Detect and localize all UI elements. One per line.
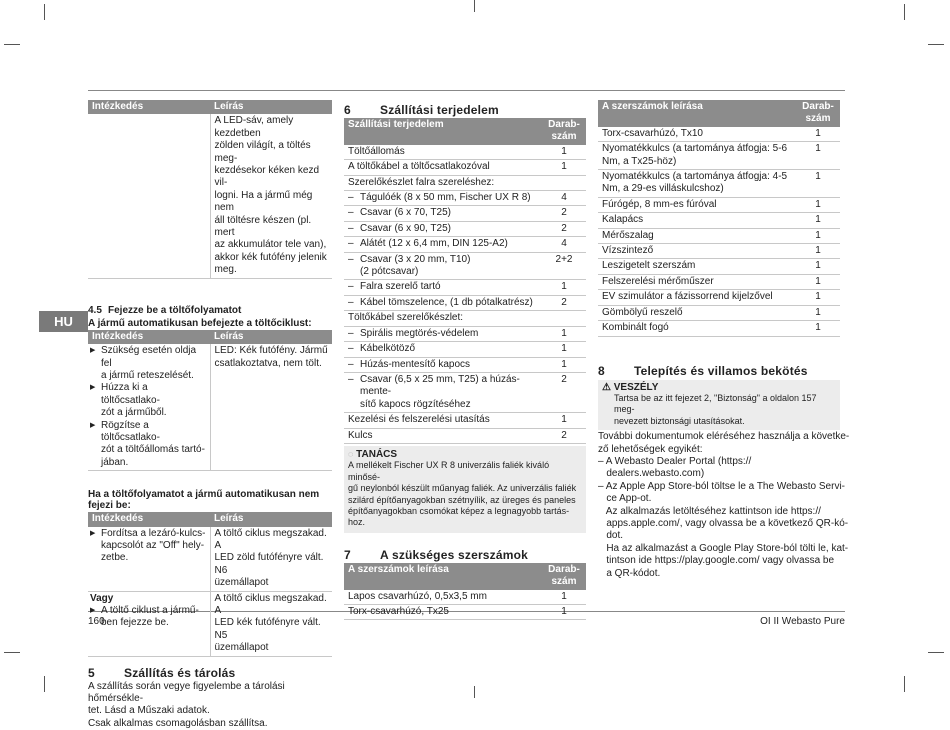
count-cell: 2 <box>542 221 586 236</box>
table-row <box>344 280 586 295</box>
dash-bullet: – <box>348 358 354 370</box>
bullet-line: ▶ Rögzítse a töltőcsatlako- <box>101 419 160 443</box>
column-1 <box>88 100 332 730</box>
subheading <box>88 489 332 511</box>
table-row <box>598 259 840 274</box>
item-line: EV szimulátor a fázissorrend kijelzővel <box>602 291 773 303</box>
col-header: Szállítási terjedelem <box>344 118 542 145</box>
warning-title-text: VESZÉLY <box>613 381 659 393</box>
section-title: Szállítás és tárolás <box>124 665 236 680</box>
col-header: A szerszámok leírása <box>598 100 796 127</box>
warning-box <box>598 380 840 431</box>
dash-bullet: – <box>348 253 354 265</box>
item-line: Nm, a 29-es villáskulcshoz) <box>602 183 724 195</box>
tip-box <box>344 446 586 533</box>
crop-mark <box>474 686 475 698</box>
count-cell: 4 <box>542 191 586 206</box>
item-line: – Kábel tömszelence, (1 db pótalkatrész) <box>348 296 533 308</box>
table-cell <box>88 591 210 656</box>
col-header: Leírás <box>210 100 332 114</box>
count-cell: 1 <box>796 213 840 228</box>
col-header: Leírás <box>210 330 332 344</box>
item-cell <box>598 170 796 198</box>
item-line: – Tágulóék (8 x 50 mm, Fischer UX R 8) <box>348 192 531 204</box>
item-line: Torx-csavarhúzó, Tx10 <box>602 127 703 139</box>
paragraph-line: tintson ide https://play.google.com/ vagy olvassa be <box>598 555 835 567</box>
paragraph-line: Csak alkalmas csomagolásban szállítsa. <box>88 717 268 729</box>
paragraph-line: ző lehetőségek egyikét: <box>598 443 703 455</box>
section-title: Szállítási terjedelem <box>380 103 499 117</box>
count-cell: 1 <box>542 605 586 620</box>
warning-line: Tartsa be az itt fejezet 2, "Biztonság" a oldalon 157 meg- <box>614 392 817 415</box>
cell-line: meg. <box>214 264 237 276</box>
item-cell <box>344 357 542 372</box>
count-cell: 1 <box>796 228 840 243</box>
paragraph-line: – A Webasto Dealer Portal (https:// <box>598 455 752 467</box>
table-row <box>344 191 586 206</box>
item-cell <box>344 326 542 341</box>
count-cell: 2 <box>542 428 586 443</box>
item-cell <box>344 221 542 236</box>
bullet-item <box>90 605 206 630</box>
count-cell: 1 <box>796 197 840 212</box>
item-line: sítő kapocs rögzítéséhez <box>360 398 471 410</box>
item-cell <box>598 244 796 259</box>
table-cell <box>210 344 332 471</box>
column-2 <box>344 100 586 620</box>
crop-mark <box>928 44 944 45</box>
cell-line: áll töltésre készen (pl. mert <box>214 214 312 239</box>
item-cell <box>598 305 796 320</box>
bullet-item <box>90 382 206 419</box>
table-cell <box>210 527 332 592</box>
item-cell <box>598 213 796 228</box>
item-line: – Spirális megtörés-védelem <box>348 327 479 339</box>
item-cell <box>344 413 542 428</box>
table-cell <box>88 344 210 471</box>
cell-line: zölden világít, a töltés meg- <box>214 140 311 164</box>
count-cell: 2+2 <box>542 252 586 280</box>
count-cell: 4 <box>542 237 586 252</box>
item-cell <box>344 160 542 175</box>
item-line: Torx-csavarhúzó, Tx25 <box>348 606 449 617</box>
cell-line: csatlakoztatva, nem tölt. <box>214 357 322 369</box>
section-title: Fejezze be a töltőfolyamatot <box>108 304 242 316</box>
cell-line: az akkumulátor tele van), <box>214 239 327 251</box>
item-line: – Csavar (6 x 90, T25) <box>348 222 451 234</box>
item-line: – Kábelkötöző <box>348 343 416 355</box>
count-cell: 1 <box>542 280 586 295</box>
item-line: Fúrógép, 8 mm-es fúróval <box>602 198 717 210</box>
item-cell <box>344 206 542 221</box>
bullet-line: ▶ Szükség esetén oldja fel <box>101 345 197 369</box>
section-title: Telepítés és villamos bekötés <box>634 363 808 378</box>
dash-bullet: – <box>348 296 354 308</box>
cell-line: LED: Kék futófény. Jármű <box>214 345 328 357</box>
count-cell: 1 <box>542 413 586 428</box>
item-line: Szerelőkészlet falra szereléshez: <box>348 176 495 188</box>
table-row <box>344 252 586 280</box>
item-line: – Falra szerelő tartó <box>348 281 441 293</box>
paragraph-line: apps.apple.com/, vagy olvassa be a következő QR-kó- <box>598 517 849 529</box>
dash-bullet: – <box>348 343 354 355</box>
table-row <box>598 290 840 305</box>
item-line: Lapos csavarhúzó, 0,5x3,5 mm <box>348 590 487 602</box>
bullet-line: zetbe. <box>101 552 129 564</box>
item-cell <box>344 145 542 160</box>
item-cell <box>598 197 796 212</box>
count-cell <box>542 311 586 326</box>
count-cell: 1 <box>796 321 840 336</box>
item-line: Nm, a Tx25-höz) <box>602 155 677 167</box>
section-number: 4.5 <box>88 304 102 316</box>
table-row <box>344 160 586 175</box>
count-cell: 1 <box>542 160 586 175</box>
table-row <box>598 197 840 212</box>
cell-line: A töltő ciklus megszakad. A <box>214 527 327 551</box>
cell-line: A LED-sáv, amely kezdetben <box>214 115 294 139</box>
tip-line: hoz. <box>348 517 366 528</box>
cell-line: üzemállapot <box>214 642 269 654</box>
item-cell <box>344 605 542 620</box>
item-line: – Csavar (3 x 20 mm, T10) <box>348 253 471 265</box>
paragraph-line: A szállítás során vegye figyelembe a tárolási hőmérsékle- <box>88 680 285 705</box>
table-row <box>344 428 586 443</box>
col-header: A szerszámok leírása <box>344 563 542 590</box>
bullet-line: kapcsolót az "Off" hely- <box>101 539 205 551</box>
item-cell <box>344 237 542 252</box>
paragraph <box>598 431 850 580</box>
count-cell: 1 <box>796 290 840 305</box>
bullet-item <box>90 345 206 382</box>
count-cell: 1 <box>796 127 840 142</box>
table-cell <box>210 591 332 656</box>
bullet-line: ▶ Fordítsa a lezáró-kulcs- <box>101 527 206 539</box>
bullet-line: zót a járműből. <box>101 407 167 419</box>
item-line: Kezelési és felszerelési utasítás <box>348 414 490 426</box>
item-cell <box>344 311 542 326</box>
section-number: 7 <box>344 547 351 562</box>
table-row <box>598 305 840 320</box>
item-line: Töltőállomás <box>348 145 405 157</box>
bullet-line: ben fejezze be. <box>101 617 169 629</box>
bullet-line: ▶ Húzza ki a töltőcsatlako- <box>101 382 160 406</box>
item-line: – Csavar (6 x 70, T25) <box>348 207 451 219</box>
item-cell <box>598 290 796 305</box>
column-3 <box>598 100 850 580</box>
crop-mark <box>44 4 45 20</box>
table-row <box>598 274 840 289</box>
section-heading <box>598 364 840 378</box>
language-tab: HU <box>39 311 88 332</box>
item-line: A töltőkábel a töltőcsatlakozóval <box>348 161 490 173</box>
dash-bullet: – <box>348 281 354 293</box>
table-cell <box>88 527 210 592</box>
cell-line: LED kék futófényre vált. N5 <box>214 617 321 641</box>
table-row <box>344 342 586 357</box>
item-cell <box>598 321 796 336</box>
item-cell <box>344 295 542 310</box>
dash-bullet: – <box>348 207 354 219</box>
count-cell: 1 <box>542 590 586 605</box>
tip-icon: ◌ <box>348 448 354 459</box>
dash-bullet: – <box>348 327 354 339</box>
item-line: – Csavar (6,5 x 25 mm, T25) a húzás-mente- <box>348 373 520 398</box>
bullet-line: a jármű reteszelését. <box>101 369 194 381</box>
col-header: Darab- szám <box>542 118 586 145</box>
bullet-line: jában. <box>101 456 129 468</box>
table-row <box>598 170 840 198</box>
table-row <box>344 175 586 190</box>
count-cell: 1 <box>796 305 840 320</box>
count-cell: 1 <box>796 142 840 170</box>
count-cell: 1 <box>542 326 586 341</box>
col-header: Darab- szám <box>796 100 840 127</box>
crop-mark <box>928 652 944 653</box>
dash-bullet: – <box>348 192 354 204</box>
item-cell <box>344 191 542 206</box>
item-cell <box>344 590 542 605</box>
scope-table <box>344 118 586 444</box>
paragraph-line: ce App-ot. <box>598 493 652 505</box>
section-number: 8 <box>598 363 605 378</box>
tip-line: A mellékelt Fischer UX R 8 univerzális faliék kiváló minősé- <box>348 460 550 482</box>
col-header: Intézkedés <box>88 512 210 526</box>
table-row <box>598 127 840 142</box>
col-header: Darab- szám <box>542 563 586 590</box>
section-number: 6 <box>344 103 351 117</box>
item-cell <box>598 142 796 170</box>
item-cell <box>598 228 796 243</box>
table-row <box>344 372 586 412</box>
table-row <box>344 221 586 236</box>
action-table-2 <box>88 330 332 471</box>
item-line: Nyomatékkulcs (a tartománya átfogja: 5-6 <box>602 143 788 155</box>
cell-line: üzemállapot <box>214 577 269 589</box>
table-row <box>344 605 586 620</box>
table-row <box>344 237 586 252</box>
bullet-line: zót a töltőállomás tartó- <box>101 444 205 456</box>
count-cell <box>542 175 586 190</box>
subheading-line: Ha a töltőfolyamatot a jármű automatikusan nem <box>88 489 320 501</box>
page-number: 160 <box>88 616 105 627</box>
paragraph-line: tet. Lásd a Műszaki adatok. <box>88 705 210 717</box>
dash-bullet: – <box>348 238 354 250</box>
item-line: Felszerelési mérőműszer <box>602 275 714 287</box>
or-label: Vagy <box>90 592 114 604</box>
warning-icon: ⚠ <box>602 381 611 393</box>
item-cell <box>598 127 796 142</box>
item-cell <box>598 259 796 274</box>
item-cell <box>344 252 542 280</box>
tip-line: gű neylonból készült műanyag faliék. Az univerzális faliék <box>348 483 577 494</box>
header-rule <box>88 90 845 91</box>
item-line: – Alátét (12 x 6,4 mm, DIN 125-A2) <box>348 238 508 250</box>
cell-line: A töltő ciklus megszakad. A <box>214 592 327 616</box>
count-cell: 1 <box>796 274 840 289</box>
tools-table <box>598 100 840 337</box>
item-cell <box>344 280 542 295</box>
paragraph-line: dot. <box>598 530 624 542</box>
item-line: – Húzás-mentesítő kapocs <box>348 358 471 370</box>
item-line: Kulcs <box>348 429 373 441</box>
table-row <box>344 145 586 160</box>
count-cell: 2 <box>542 372 586 412</box>
table-row <box>598 213 840 228</box>
section-heading <box>344 103 586 117</box>
cell-line: kezdésekor kéken kezd vil- <box>214 165 320 189</box>
col-header: Leírás <box>210 512 332 526</box>
tip-title <box>348 449 582 460</box>
paragraph-line: – Az Apple App Store-ból töltse le a The Webasto Servi- <box>598 480 845 492</box>
section-heading <box>88 305 332 316</box>
table-row <box>598 244 840 259</box>
table-row <box>598 321 840 336</box>
action-table-3 <box>88 512 332 656</box>
table-row <box>344 295 586 310</box>
section-number: 5 <box>88 665 95 680</box>
tip-line: szilárd építőanyagokban szétnyílik, az üreges és paneles <box>348 494 576 505</box>
tip-title-text: TANÁCS <box>356 448 398 460</box>
crop-mark <box>4 44 20 45</box>
count-cell: 1 <box>796 170 840 198</box>
table-cell <box>210 114 332 278</box>
crop-mark <box>904 676 905 692</box>
table-row <box>598 228 840 243</box>
item-line: Vízszintező <box>602 245 654 257</box>
action-table-1 <box>88 100 332 279</box>
item-cell <box>344 342 542 357</box>
item-line: Gömbölyű reszelő <box>602 306 683 318</box>
warning-line: nevezett biztonsági utasításokat. <box>614 415 745 426</box>
item-cell <box>344 428 542 443</box>
cell-line: LED zöld futófényre vált. N6 <box>214 552 324 576</box>
section-title: A szükséges szerszámok <box>380 547 529 562</box>
warning-title <box>602 382 836 393</box>
paragraph-line: További dokumentumok eléréséhez használja a követke- <box>598 431 850 443</box>
subheading-line: fejezi be: <box>88 500 131 512</box>
tools-table <box>344 563 586 621</box>
crop-mark <box>904 4 905 20</box>
count-cell: 1 <box>796 259 840 274</box>
crop-mark <box>44 676 45 692</box>
bullet-item <box>90 528 206 565</box>
count-cell: 2 <box>542 206 586 221</box>
paragraph-line: dealers.webasto.com) <box>598 468 705 480</box>
paragraph-line: Az alkalmazás letöltéséhez kattintson ide https:// <box>598 505 821 517</box>
table-row <box>344 590 586 605</box>
count-cell: 1 <box>542 145 586 160</box>
paragraph-line: Ha az alkalmazást a Google Play Store-ból tölti le, kat- <box>598 542 849 554</box>
subheading: A jármű automatikusan befejezte a töltőciklust: <box>88 317 312 329</box>
dash-bullet: – <box>348 373 354 385</box>
table-row <box>344 311 586 326</box>
col-header: Intézkedés <box>88 100 210 114</box>
paragraph-line: a QR-kódot. <box>598 567 661 579</box>
bullet-line: ▶ A töltő ciklust a jármű- <box>101 605 199 616</box>
item-cell <box>344 372 542 412</box>
dash-bullet: – <box>348 222 354 234</box>
table-row <box>344 357 586 372</box>
table-cell <box>88 114 210 278</box>
count-cell: 2 <box>542 295 586 310</box>
tip-line: építőanyagokban csomókat képez a legnagyobb tartás- <box>348 505 570 516</box>
cell-line: logni. Ha a jármű még nem <box>214 189 313 214</box>
col-header: Intézkedés <box>88 330 210 344</box>
count-cell: 1 <box>542 357 586 372</box>
item-cell <box>344 175 542 190</box>
item-line: Mérőszalag <box>602 229 654 241</box>
section-heading <box>88 666 332 680</box>
section-heading <box>344 548 586 562</box>
bullet-item <box>90 420 206 470</box>
count-cell: 1 <box>542 342 586 357</box>
item-line: Leszigetelt szerszám <box>602 260 696 272</box>
item-line: Nyomatékkulcs (a tartománya átfogja: 4-5 <box>602 171 788 183</box>
item-line: Töltőkábel szerelőkészlet: <box>348 312 464 324</box>
table-row <box>344 413 586 428</box>
crop-mark <box>474 0 475 12</box>
table-row <box>344 206 586 221</box>
crop-mark <box>4 652 20 653</box>
item-line: Kalapács <box>602 214 644 226</box>
table-row <box>598 142 840 170</box>
item-line: Kombinált fogó <box>602 322 669 334</box>
table-row <box>344 326 586 341</box>
document-title: OI II Webasto Pure <box>760 616 845 627</box>
cell-line: akkor kék futófény jelenik <box>214 251 327 263</box>
count-cell: 1 <box>796 244 840 259</box>
item-line: (2 pótcsavar) <box>360 266 419 278</box>
item-cell <box>598 274 796 289</box>
